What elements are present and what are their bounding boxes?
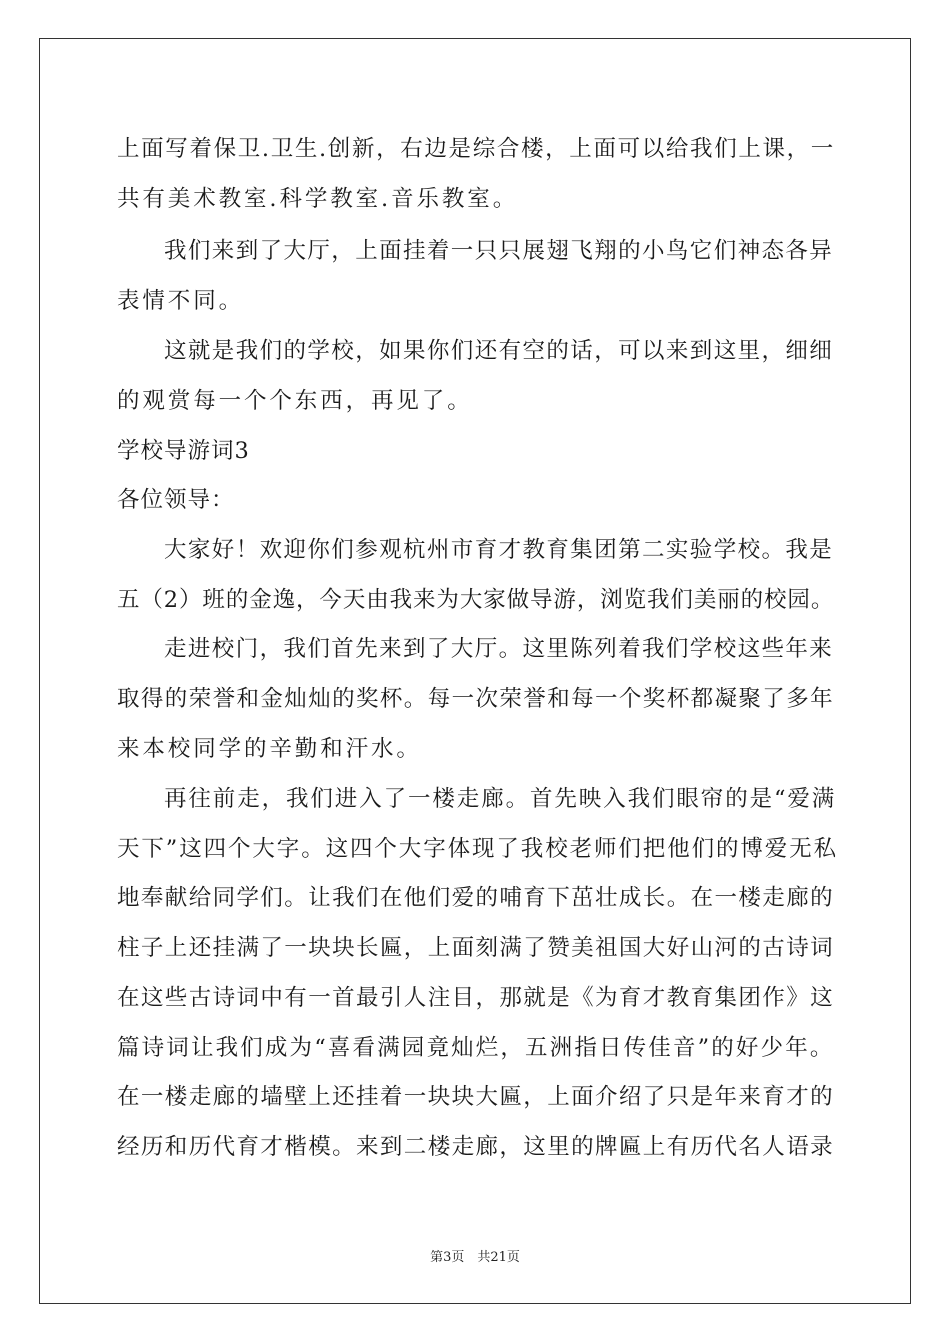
page-border [39, 38, 911, 1304]
text-line: 大家好！欢迎你们参观杭州市育才教育集团第二实验学校。我是 [164, 537, 834, 563]
text-line: 我们来到了大厅，上面挂着一只只展翅飞翔的小鸟它们神态各异 [164, 238, 834, 264]
section-heading: 学校导游词3 [117, 438, 250, 464]
text-line: 五（2）班的金逸，今天由我来为大家做导游，浏览我们美丽的校园。 [117, 587, 835, 613]
text-line: 柱子上还挂满了一块块长匾，上面刻满了赞美祖国大好山河的古诗词 [117, 935, 835, 961]
text-line: 取得的荣誉和金灿灿的奖杯。每一次荣誉和每一个奖杯都凝聚了多年 [117, 686, 835, 712]
text-line: 地奉献给同学们。让我们在他们爱的哺育下茁壮成长。在一楼走廊的 [117, 885, 835, 911]
text-line: 在一楼走廊的墙壁上还挂着一块块大匾，上面介绍了只是年来育才的 [117, 1084, 835, 1110]
text-line: 的观赏每一个个东西，再见了。 [117, 388, 473, 414]
text-line: 天下”这四个大字。这四个大字体现了我校老师们把他们的博爱无私 [117, 836, 839, 862]
text-line: 这就是我们的学校，如果你们还有空的话，可以来到这里，细细 [164, 338, 834, 364]
text-line: 在这些古诗词中有一首最引人注目，那就是《为育才教育集团作》这 [117, 985, 835, 1011]
salutation: 各位领导： [117, 487, 235, 513]
text-line: 再往前走，我们进入了一楼走廊。首先映入我们眼帘的是“爱满 [164, 786, 837, 812]
text-line: 走进校门，我们首先来到了大厅。这里陈列着我们学校这些年来 [164, 636, 834, 662]
text-line: 来本校同学的辛勤和汗水。 [117, 736, 422, 762]
page-number-footer: 第3页 共21页 [430, 1250, 520, 1265]
text-line: 经历和历代育才楷模。来到二楼走廊，这里的牌匾上有历代名人语录 [117, 1134, 835, 1160]
text-line: 篇诗词让我们成为“喜看满园竟灿烂，五洲指日传佳音”的好少年。 [117, 1035, 835, 1061]
text-line: 共有美术教室.科学教室.音乐教室。 [117, 186, 519, 212]
text-line: 表情不同。 [117, 288, 245, 314]
text-line: 上面写着保卫.卫生.创新，右边是综合楼，上面可以给我们上课，一 [117, 136, 835, 162]
